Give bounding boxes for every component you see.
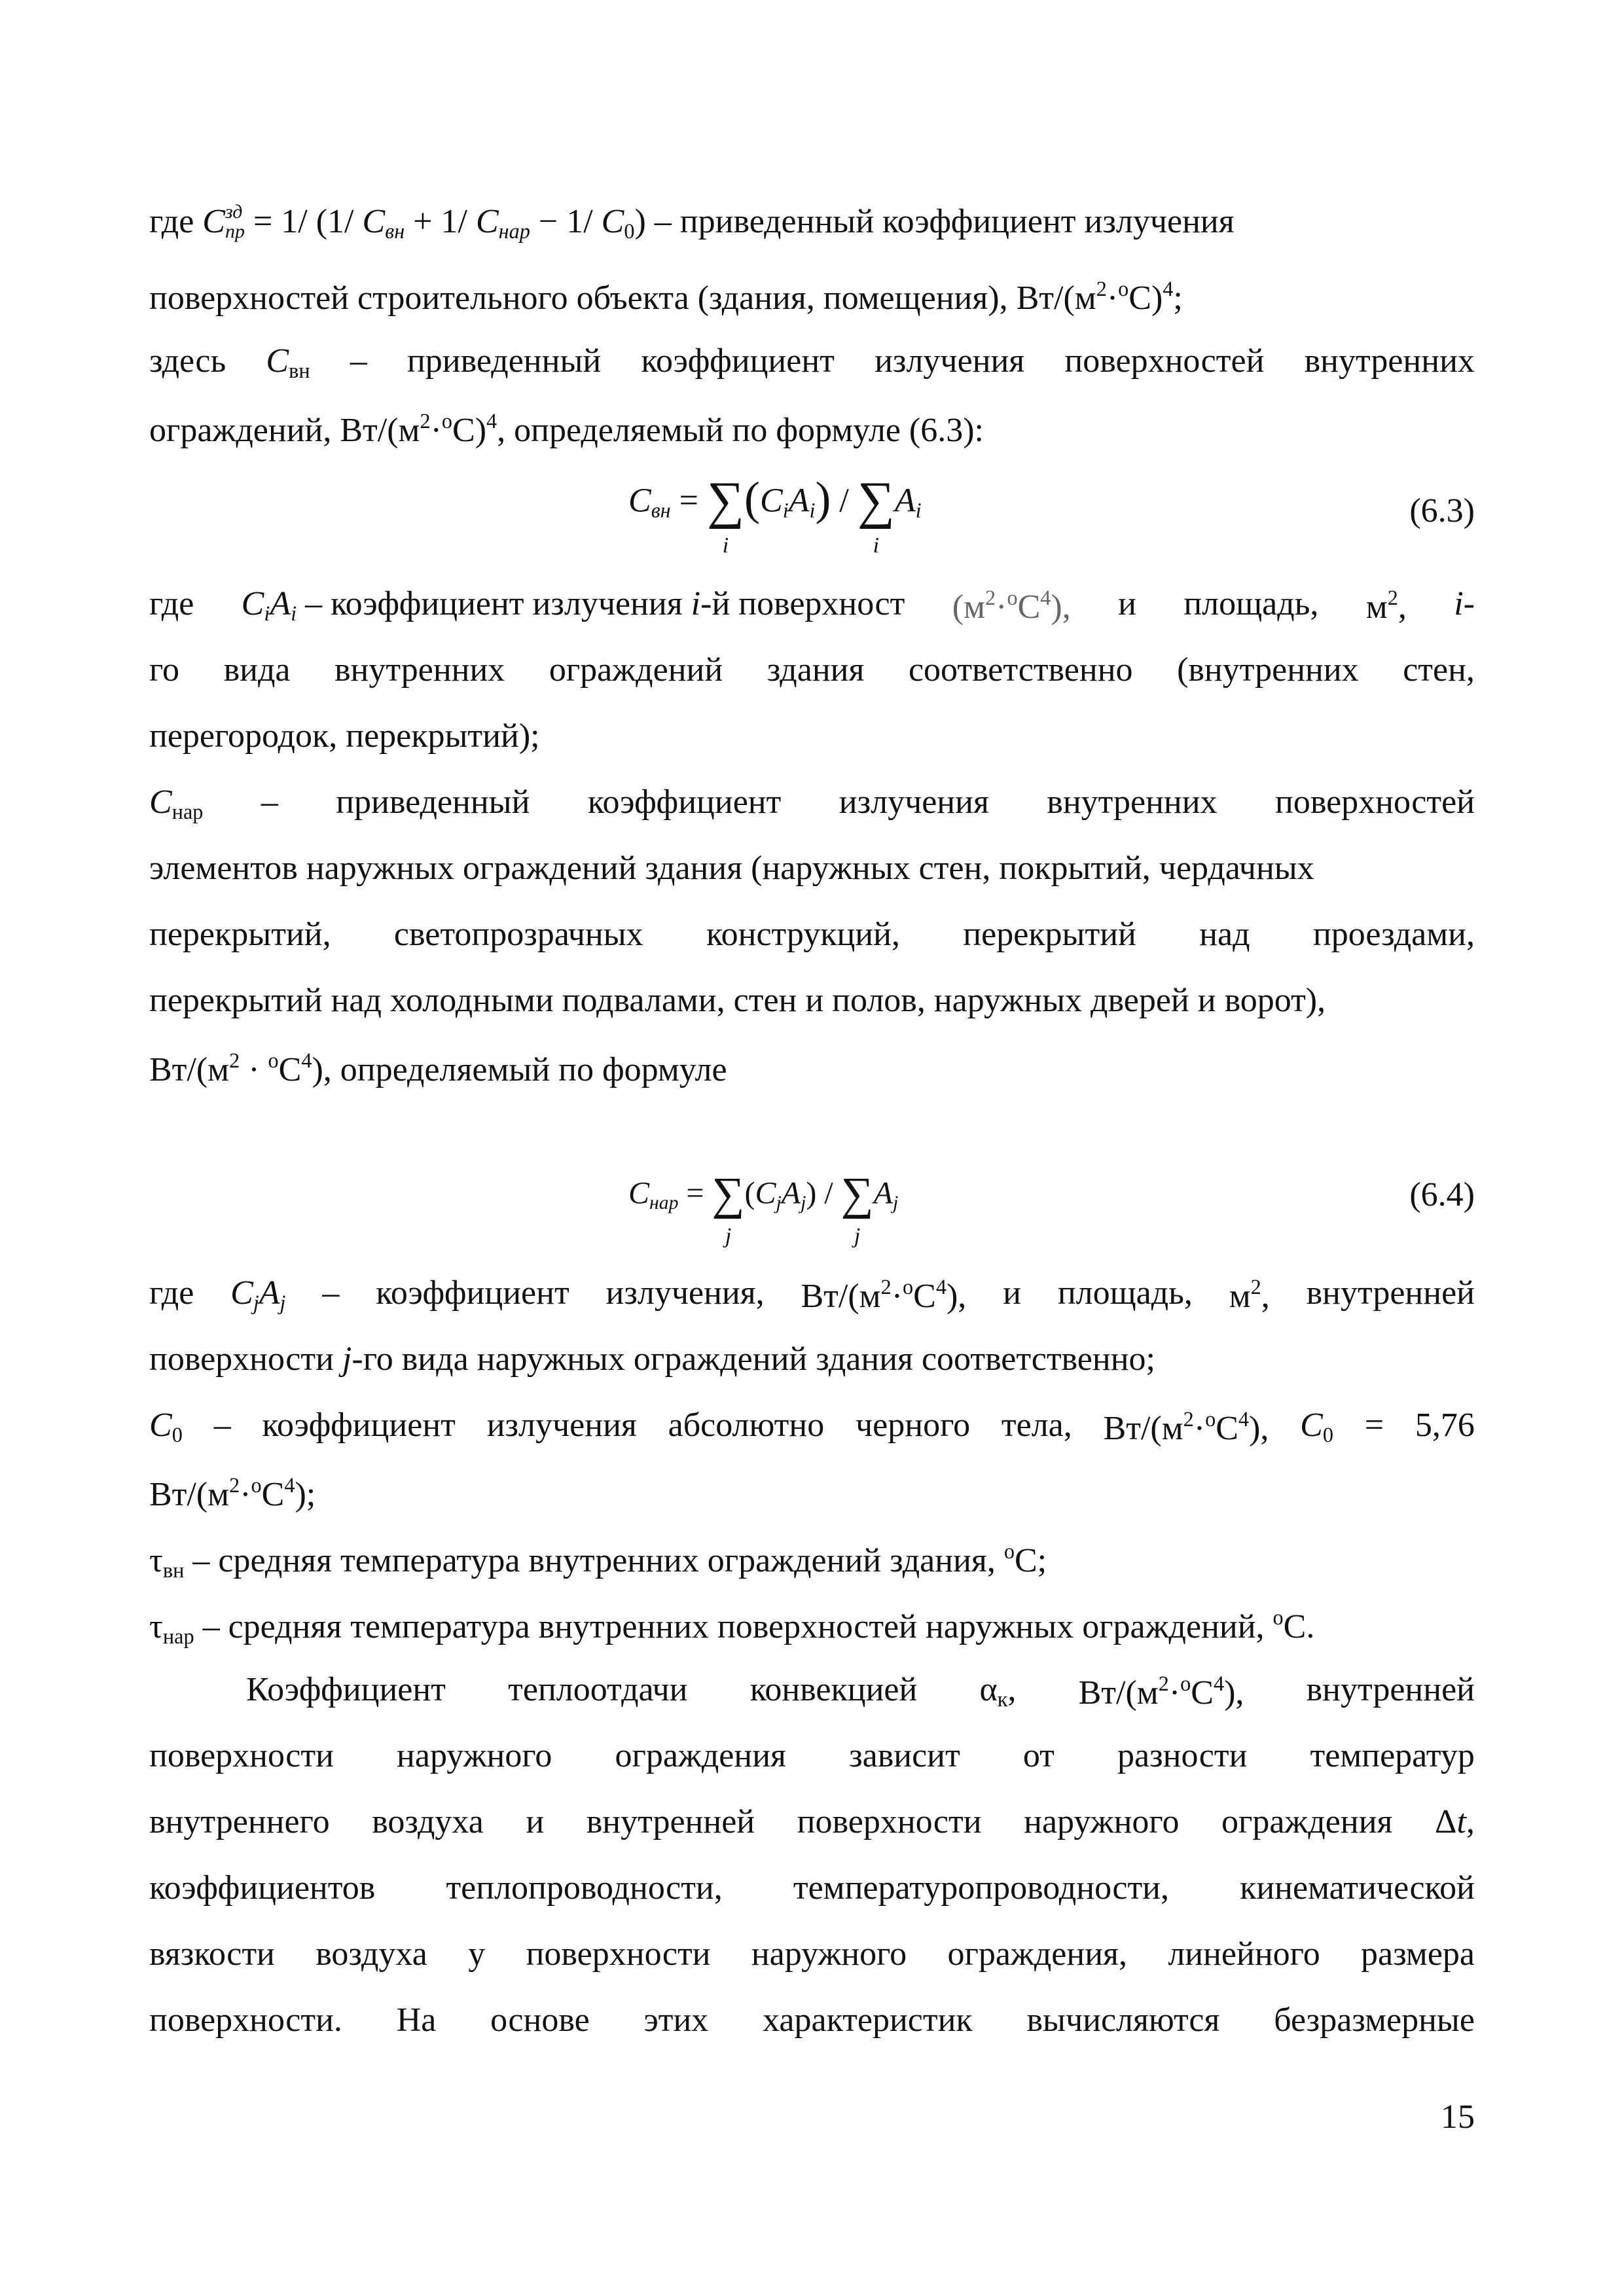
text-line-20: поверхности наружного ограждения зависит от разности температур bbox=[149, 1737, 1475, 1774]
text-line-23: вязкости воздуха у поверхности наружного ограждения, линейного размера bbox=[149, 1935, 1475, 1973]
text-line-6: го вида внутренних ограждений здания соответственно (внутренних стен, bbox=[149, 651, 1475, 689]
equation-number-6-4: (6.4) bbox=[1409, 1176, 1475, 1213]
text-line-1 bbox=[149, 201, 1475, 244]
text-line-5: где $C_iA_i$ – коэффициент излучения i-й поверхност $(м^2\cdot^oС^4)$, и площадь, $м^2$, i- bbox=[149, 585, 1475, 626]
equation-6-4: $C_{нар}$ = ∑ j $(C_jA_j)$ / ∑ j $A_j$ bbox=[628, 1169, 899, 1248]
text-line-18: $\tau_{нар}$ – средняя температура внутренних поверхностей наружных ограждений, $^o$С. bbox=[149, 1605, 1315, 1648]
text-line-13: где $C_jA_j$ – коэффициент излучения, $Вт/(м^2\cdot^oС^4)$, и площадь, $м^2$, внутренней bbox=[149, 1274, 1475, 1315]
text-line-7: перегородок, перекрытий); bbox=[149, 717, 540, 755]
line-1-content: где C зд пр = 1/ (1/ $C_{вн} + 1/$ $C_{нар} - 1/$ $C_0$) – приведенный коэффициент излучения bbox=[149, 201, 1235, 243]
text-line-2: поверхностей строительного объекта (здания, помещения), $Вт/(м^2\cdot^oС)^4$; bbox=[149, 277, 1183, 317]
equation-6-3: $C_{вн}$ = ∑ i $(C_iA_i)$ / ∑ i $A_i$ bbox=[628, 472, 922, 558]
equation-number-6-3: (6.3) bbox=[1409, 492, 1475, 529]
text-line-19: Коэффициент теплоотдачи конвекцией $\alpha_к$, $Вт/(м^2\cdot^oС^4)$, внутренней bbox=[246, 1671, 1475, 1712]
text-line-16: $Вт/(м^2\cdot^oС^4)$; bbox=[149, 1473, 316, 1513]
text-line-11: перекрытий над холодными подвалами, стен и полов, наружных дверей и ворот), bbox=[149, 982, 1326, 1019]
text-line-17: $\tau_{вн}$ – средняя температура внутренних ограждений здания, $^o$С; bbox=[149, 1539, 1047, 1582]
text-line-14: поверхности j-го вида наружных ограждений здания соответственно; bbox=[149, 1340, 1155, 1378]
page-number: 15 bbox=[1441, 2098, 1475, 2136]
text-line-24: поверхности. На основе этих характеристик вычисляются безразмерные bbox=[149, 2001, 1475, 2039]
text-line-21: внутреннего воздуха и внутренней поверхности наружного ограждения Δt, bbox=[149, 1803, 1475, 1840]
text-line-10: перекрытий, светопрозрачных конструкций, перекрытий над проездами, bbox=[149, 916, 1475, 953]
text-line-3: здесь $C_{вн}$ – приведенный коэффициент излучения поверхностей внутренних bbox=[149, 342, 1475, 383]
text-line-15: $C_0$ – коэффициент излучения абсолютно черного тела, $Вт/(м^2\cdot^oС^4)$, $C_0$ = 5,76 bbox=[149, 1407, 1475, 1447]
text-line-8: $C_{нар}$ – приведенный коэффициент излучения внутренних поверхностей bbox=[149, 783, 1475, 824]
text-line-4: ограждений, $Вт/(м^2\cdot^oС)^4$, определяемый по формуле (6.3): bbox=[149, 409, 984, 449]
text-line-9: элементов наружных ограждений здания (наружных стен, покрытий, чердачных bbox=[149, 850, 1314, 887]
text-line-12: $Вт/(м^2 \cdot ^oС^4)$, определяемый по формуле bbox=[149, 1049, 727, 1088]
text-line-22: коэффициентов теплопроводности, температуропроводности, кинематической bbox=[149, 1869, 1475, 1907]
